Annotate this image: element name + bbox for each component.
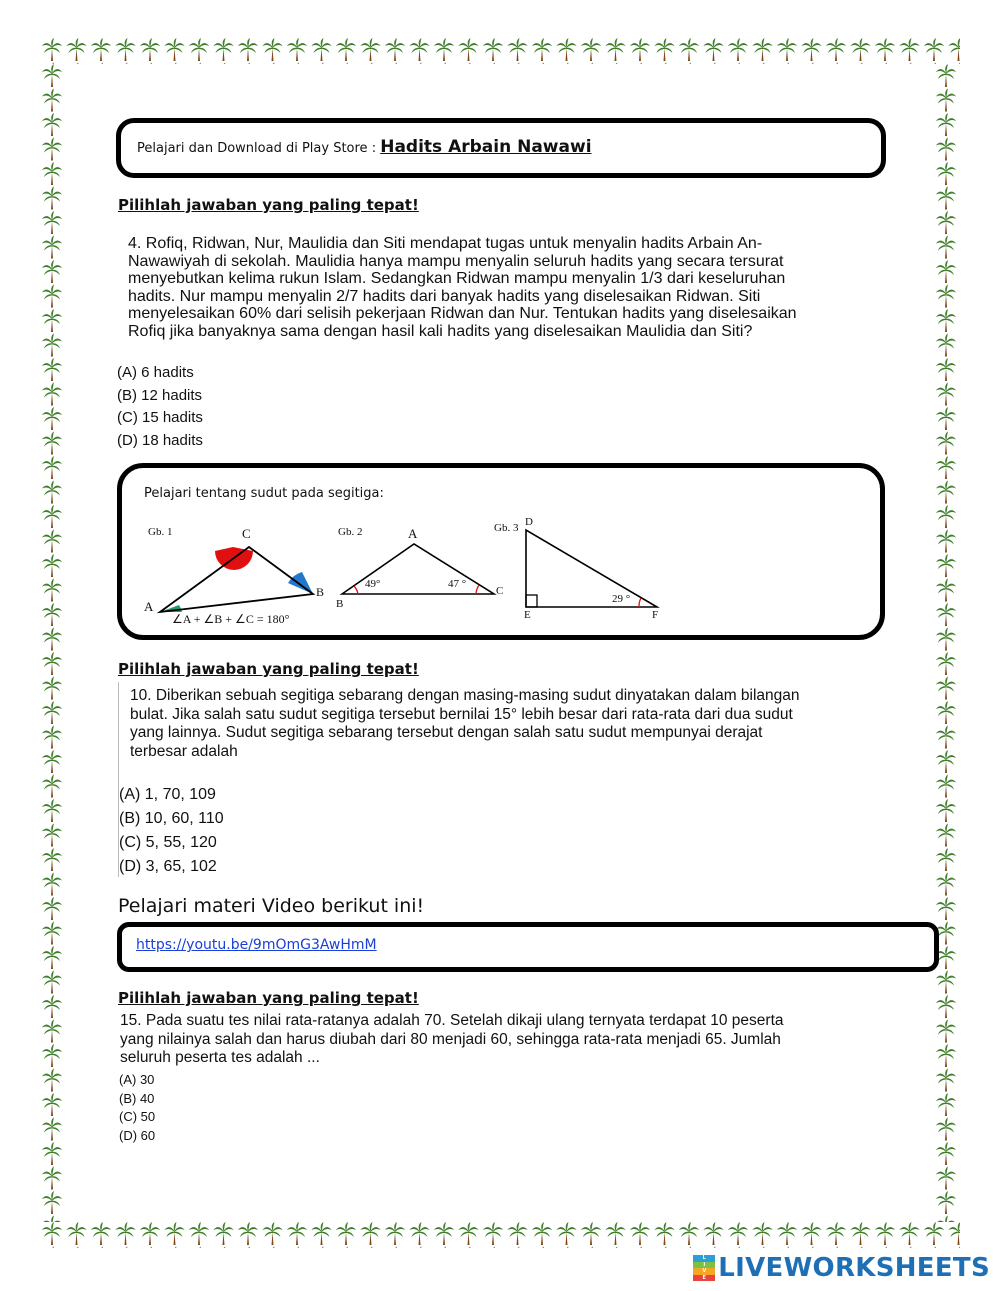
gb3-vertex-d: D (525, 516, 533, 528)
option-a[interactable]: (A) 6 hadits (117, 364, 194, 381)
gb1-vertex-b: B (316, 585, 325, 599)
triangle-box (117, 463, 885, 640)
question-4-options (117, 362, 203, 452)
palm-border-bottom (40, 1222, 960, 1248)
question-line: menyelesaikan 60% dari selisih pekerjaan Ridwan dan Nur. Tentukan hadits yang diselesaikan (128, 305, 797, 322)
triangle-gb1 (160, 547, 313, 612)
gb2-vertex-c: C (496, 585, 504, 597)
question-line: Rofiq jika banyaknya sama dengan hasil kali hadits yang diselesaikan Maulidia dan Siti? (128, 322, 753, 340)
option-b[interactable]: (B) 10, 60, 110 (119, 810, 224, 827)
gb3-vertex-e: E (524, 609, 531, 621)
question-line: hadits. Nur mampu menyalin 2/7 hadits dari banyak hadits yang diselesaikan Ridwan. Siti (128, 287, 761, 305)
question-10-options (119, 783, 224, 879)
question-15 (120, 1012, 784, 1068)
section1-heading: Pilihlah jawaban yang paling tepat! (118, 196, 419, 214)
video-label: Pelajari materi Video berikut ini! (118, 895, 425, 917)
question-line: 10. Diberikan sebuah segitiga sebarang dengan masing-masing sudut dinyatakan dalam bilangan (130, 687, 800, 704)
gb2-label: Gb. 2 (338, 526, 363, 538)
palm-border-top (40, 38, 960, 64)
liveworksheets-logo (693, 1253, 990, 1283)
logo-text: LIVEWORKSHEETS (718, 1253, 990, 1283)
question-line: bulat. Jika salah satu sudut segitiga tersebut bernilai 15° lebih besar dari rata-rata dari dua sudut (130, 705, 793, 723)
question-line: yang lainnya. Sudut segitiga sebarang tersebut dengan salah satu sudut mempunyai derajat (130, 724, 763, 741)
option-d[interactable]: (D) 18 hadits (117, 431, 203, 449)
triangle-diagrams (122, 468, 880, 635)
question-4 (128, 235, 797, 340)
triangle-box-title: Pelajari tentang sudut pada segitiga: (144, 486, 384, 501)
gb1-vertex-c: C (242, 526, 251, 541)
video-link[interactable]: https://youtu.be/9mOmG3AwHmM (136, 937, 377, 953)
triangle-gb3 (526, 530, 657, 607)
option-b[interactable]: (B) 12 hadits (117, 386, 203, 404)
gb2-vertex-b: B (336, 598, 344, 610)
gb3-angle-f: 29 ° (612, 593, 631, 605)
gb1-formula: ∠A + ∠B + ∠C = 180° (172, 612, 290, 626)
gb2-vertex-a: A (408, 526, 418, 541)
palm-border-left (40, 64, 66, 1222)
video-link-box (117, 922, 939, 972)
question-line: menyebutkan kelima rukun Islam. Sedangkan Ridwan mampu menyalin 1/3 dari keseluruhan (128, 270, 786, 287)
live-badge-icon: L I V E (693, 1255, 715, 1281)
question-line: 15. Pada suatu tes nilai rata-ratanya adalah 70. Setelah dikaji ulang ternyata terdapat 10 peserta (120, 1012, 784, 1029)
gb1-vertex-a: A (144, 599, 154, 614)
question-line: terbesar adalah (130, 742, 238, 760)
gb2-angle-c: 47 ° (448, 578, 467, 590)
option-b[interactable]: (B) 40 (119, 1090, 155, 1106)
option-c[interactable]: (C) 5, 55, 120 (119, 834, 217, 851)
option-a[interactable]: (A) 30 (119, 1072, 155, 1087)
palm-border-right (934, 64, 960, 1222)
question-line: seluruh peserta tes adalah ... (120, 1049, 320, 1066)
option-a[interactable]: (A) 1, 70, 109 (119, 786, 216, 803)
section2-heading: Pilihlah jawaban yang paling tepat! (118, 660, 419, 678)
question-line: 4. Rofiq, Ridwan, Nur, Maulidia dan Siti mendapat tugas untuk menyalin hadits Arbain An- (128, 235, 763, 252)
header-title: Hadits Arbain Nawawi (380, 137, 592, 157)
header-prefix: Pelajari dan Download di Play Store : (137, 141, 377, 156)
gb1-label: Gb. 1 (148, 526, 173, 538)
gb3-vertex-f: F (652, 609, 659, 621)
header-box (116, 118, 886, 178)
question-line: Nawawiyah di sekolah. Maulidia hanya mampu menyalin seluruh hadits yang secara tersurat (128, 252, 784, 270)
option-c[interactable]: (C) 15 hadits (117, 409, 203, 426)
question-15-options (119, 1071, 155, 1146)
gb3-label: Gb. 3 (494, 522, 519, 534)
option-c[interactable]: (C) 50 (119, 1109, 156, 1125)
gb2-angle-b: 49° (365, 578, 381, 590)
option-d[interactable]: (D) 3, 65, 102 (119, 858, 217, 875)
option-d[interactable]: (D) 60 (119, 1128, 156, 1144)
section3-heading: Pilihlah jawaban yang paling tepat! (118, 989, 419, 1007)
question-10 (130, 687, 800, 761)
question-line: yang nilainya salah dan harus diubah dari 80 menjadi 60, sehingga rata-rata menjadi 65. Jumlah (120, 1030, 781, 1048)
